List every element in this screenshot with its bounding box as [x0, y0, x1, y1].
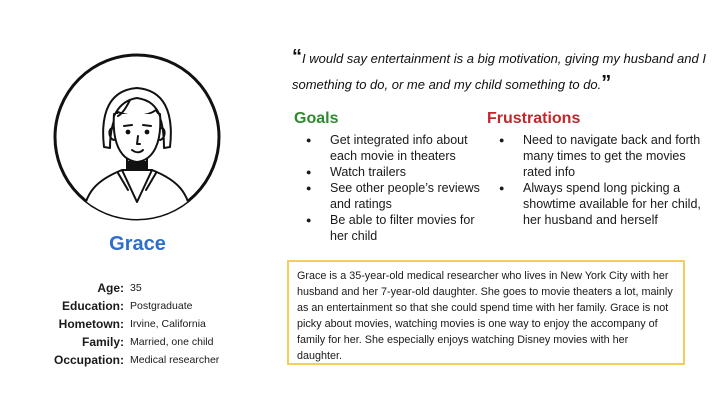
fact-row-education: [40, 297, 219, 315]
quote-text: I would say entertainment is a big motivation, giving my husband and I something to do, or me and my child something to do.: [292, 51, 706, 92]
fact-value: Married, one child: [130, 336, 214, 348]
goals-section: [294, 110, 494, 244]
fact-value: Irvine, California: [130, 318, 206, 330]
persona-name: Grace: [109, 233, 166, 255]
fact-value: Postgraduate: [130, 300, 193, 312]
frustrations-list: [487, 132, 707, 228]
persona-quote: [292, 46, 712, 98]
goals-list: [294, 132, 494, 244]
open-quote-mark: “: [292, 46, 302, 68]
woman-avatar-illustration: [52, 52, 222, 222]
fact-label: Family:: [81, 335, 124, 349]
fact-label: Hometown:: [58, 317, 124, 331]
close-quote-mark: ”: [601, 72, 612, 94]
frustration-item: ● Need to navigate back and forth many times to get the movies rated info: [487, 132, 707, 180]
fact-row-family: [40, 333, 219, 351]
goal-item: ● Get integrated info about each movie in theaters: [294, 132, 494, 164]
fact-row-hometown: [40, 315, 219, 333]
frustrations-heading: Frustrations: [487, 110, 581, 127]
fact-label: Age:: [97, 281, 124, 295]
persona-facts: [40, 279, 219, 369]
fact-row-occupation: [40, 351, 219, 369]
fact-row-age: [40, 279, 219, 297]
persona-bio: Grace is a 35-year-old medical researcher who lives in New York City with her husband and her 7-year-old daughter. She goes to movie theaters a lot, mainly as an entertainment so that she could spend time with her family. Grace is not picky about movies, watching movies is one way to enjoy the accompany of family for her. She especially enjoys watching Disney movies with her daughter.: [287, 260, 685, 365]
goal-item: ● Be able to filter movies for her child: [294, 212, 494, 244]
goal-item: ● Watch trailers: [294, 164, 494, 180]
fact-value: Medical researcher: [130, 354, 220, 366]
persona-avatar: [52, 52, 222, 222]
goals-heading: Goals: [294, 110, 339, 127]
frustrations-section: [487, 110, 707, 228]
frustration-item: ● Always spend long picking a showtime available for her child, her husband and herself: [487, 180, 707, 228]
fact-label: Occupation:: [53, 353, 124, 367]
fact-value: 35: [130, 282, 142, 294]
fact-label: Education:: [62, 299, 124, 313]
goal-item: ● See other people’s reviews and ratings: [294, 180, 494, 212]
